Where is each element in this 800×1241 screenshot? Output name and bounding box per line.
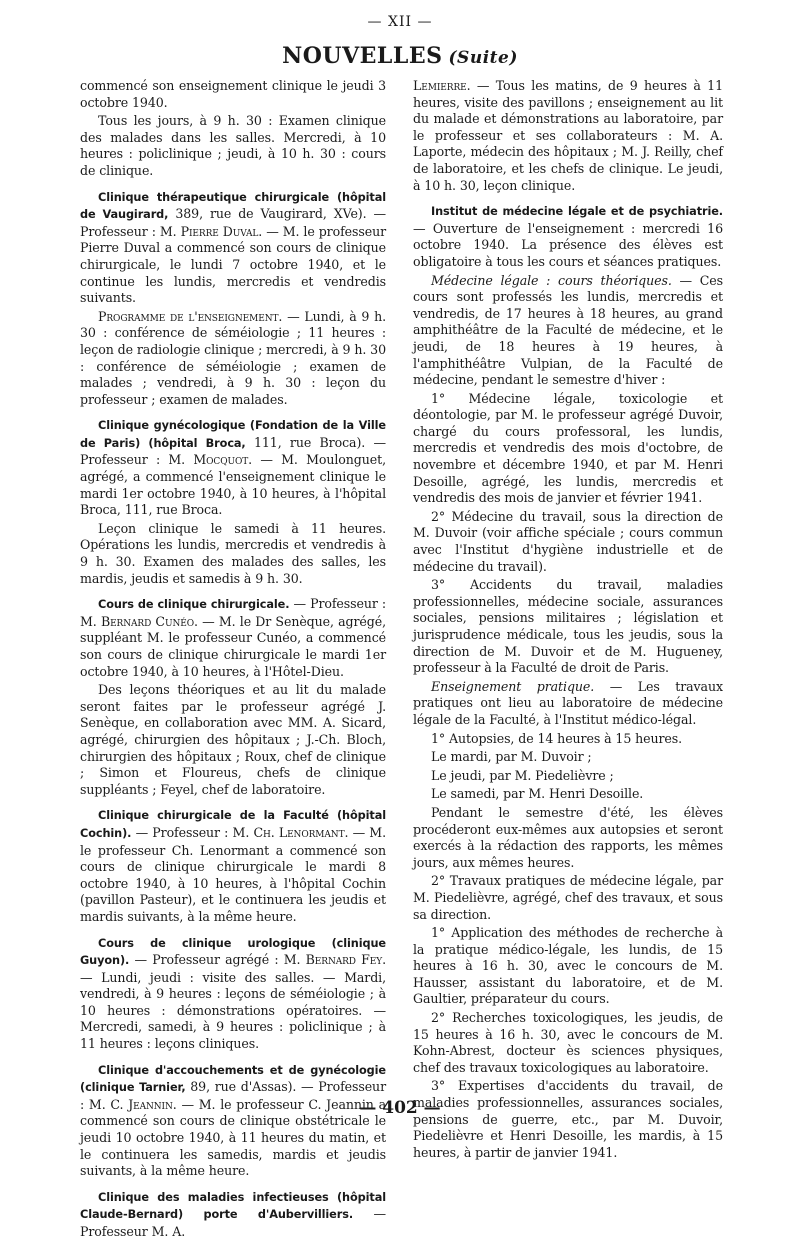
paragraph: Des leçons théoriques et au lit du malade seront faites par le professeur agrégé J. Senèque, en collaboration avec MM. A. Sicard, agrégé, chirurgien des hôpitaux ; J.-Ch. Bloch, chirurgien des hôpitaux ; Roux, chef de clinique ; Simon et Floureus, chefs de clinique suppléants ; Feyel, chef de laboratoire.: [80, 682, 386, 797]
paragraph: 3° Accidents du travail, maladies professionnelles, médecine sociale, assurances sociales, pensions militaires ; législation et jurisprudence médicale, tous les jeudis, sous la direction de M. Duvoir et de M. Hugueney, professeur à la Faculté de droit de Paris.: [413, 577, 723, 676]
section-heading: Clinique d'accouchements et de gynécologie (clinique Tarnier,: [80, 1063, 386, 1095]
section-text: . — M. le Dr Senèque, agrégé, suppléant M. le professeur Cunéo, a commencé son cours de clinique chirurgicale le mardi 1er octobre 1940, à 10 heures, à l'Hôtel-Dieu.: [80, 613, 386, 679]
section-text: — Professeur M. A.: [80, 1206, 386, 1239]
section-clinique-cochin: [80, 807, 386, 925]
paragraph: 2° Médecine du travail, sous la direction de M. Duvoir (voir affiche spéciale ; cours commun avec l'Institut d'hygiène industrielle et de médecine du travail).: [413, 508, 723, 574]
section-heading: Clinique chirurgicale de la Faculté (hôpital Cochin).: [80, 809, 386, 840]
professor-name: Ch. Lenormant: [253, 824, 345, 840]
paragraph: Leçon clinique le samedi à 11 heures. Opérations les lundis, mercredis et vendredis à 9 h. 30. Examen des malades des salles, les mardis, jeudis et samedis à 9 h. 30.: [80, 520, 386, 586]
subheading: Programme de l'enseignement: [98, 308, 279, 324]
paragraph: 2° Recherches toxicologiques, les jeudis, de 15 heures à 16 h. 30, avec le concours de M. Kohn-Abrest, docteur ès sciences physiques, chef des travaux toxicologiques au laboratoire.: [413, 1010, 723, 1075]
left-column: [80, 78, 387, 1239]
section-clinique-chirurgicale: [80, 596, 386, 680]
section-text: — Professeur agrégé : M.: [129, 952, 306, 968]
paragraph: 1° Application des méthodes de recherche à la pratique médico-légale, les lundis, de 15 heures à 16 h. 30, avec le concours de M. Hausser, assistant du laboratoire, et de M. Gaultier, préparateur du cours.: [413, 925, 723, 1007]
section-text: . — Lundi, à 9 h. 30 : conférence de séméiologie ; 11 heures : leçon de radiologie clinique ; mercredi, à 9 h. 30 : conférence de séméiologie ; examen de malades ; vendredi, à 9 h. 30 : leçon du professeur ; examen de malades.: [80, 308, 386, 407]
professor-name: Pierre Duval: [180, 223, 259, 239]
page-footer-number: — 402 —: [359, 1098, 441, 1118]
paragraph: 1° Médecine légale, toxicologie et déontologie, par M. le professeur agrégé Duvoir, chargé du cours professoral, les lundis, mercredis et vendredis des mois d'octobre, de novembre et décembre 1940, et par M. Henri Desoille, agrégé, les lundis, mercredis et vendredis des mois de janvier et février 1941.: [413, 390, 723, 506]
paragraph: Le samedi, par M. Henri Desoille.: [431, 786, 644, 802]
professor-name: Mocquot: [193, 452, 249, 468]
section-text: . — M. le professeur Ch. Lenormant a commencé son cours de clinique chirurgicale le mardi 8 octobre 1940, à 10 heures, à l'hôpital Cochin (pavillon Pasteur), et le continuera les jeudis et mardis suivants, à la même heure.: [80, 824, 387, 924]
section-clinique-therapeutique: [80, 189, 386, 307]
page-header-number: — XII —: [367, 14, 433, 30]
section-text: — Professeur : M.: [80, 596, 386, 629]
paragraph: commencé son enseignement clinique le jeudi 3 octobre 1940.: [80, 78, 386, 110]
section-clinique-gynecologique: [80, 417, 386, 519]
section-text: 89, rue d'Assas). — Professeur : M. C.: [80, 1079, 386, 1112]
section-text: . — M. Moulonguet, agrégé, a commencé l'enseignement clinique le mardi 1er octobre 1940, à 10 heures, à l'hôpital Broca, 111, rue Broca.: [80, 452, 386, 518]
paragraph: [413, 78, 723, 194]
subheading: Médecine légale : cours théoriques.: [431, 272, 672, 288]
page-title: [0, 43, 800, 69]
paragraph: Tous les jours, à 9 h. 30 : Examen clinique des malades dans les salles. Mercredi, à 10 heures : policlinique ; jeudi, à 10 h. 30 : cours de clinique.: [80, 113, 386, 178]
section-text: . — M. le professeur Pierre Duval a commencé son cours de clinique chirurgicale, le lundi 7 octobre 1940, et le continue les lundis, mercredis et vendredis suivants.: [80, 223, 386, 306]
paragraph: [413, 679, 723, 729]
right-column: [413, 78, 723, 1160]
section-heading: Clinique thérapeutique chirurgicale (hôpital de Vaugirard,: [80, 190, 386, 222]
paragraph: [80, 309, 386, 409]
subheading: Enseignement pratique.: [431, 678, 595, 694]
paragraph: Le mardi, par M. Duvoir ;: [431, 749, 592, 765]
section-heading: Clinique gynécologique (Fondation de la Ville de Paris) (hôpital Broca,: [80, 419, 386, 450]
paragraph: 1° Autopsies, de 14 heures à 15 heures.: [431, 730, 683, 746]
section-text: 111, rue Broca). — Professeur : M.: [80, 434, 386, 468]
section-institut-medecine-legale: [413, 203, 723, 270]
section-text: . — Tous les matins, de 9 heures à 11 heures, visite des pavillons ; enseignement au lit du malade et démonstrations au laboratoire, par le professeur et ses collaborateurs : M. A. Laporte, médecin des hôpitaux ; M. J. Reilly, chef de laboratoire, et les chefs de clinique. Le jeudi, à 10 h. 30, leçon clinique.: [413, 78, 723, 193]
title-suffix: (Suite): [448, 48, 518, 68]
section-heading: Clinique des maladies infectieuses (hôpital Claude-Bernard) porte d'Aubervilliers.: [80, 1190, 386, 1222]
section-text: — Professeur : M.: [131, 824, 254, 840]
paragraph: 2° Travaux pratiques de médecine légale, par M. Piedelièvre, agrégé, chef des travaux, et sous sa direction.: [413, 873, 723, 922]
paragraph: Le jeudi, par M. Piedelièvre ;: [431, 767, 614, 783]
section-text: — Les travaux pratiques ont lieu au laboratoire de médecine légale de la Faculté, à l'Institut médico-légal.: [413, 678, 723, 727]
professor-name: Bernard Fey: [305, 952, 383, 968]
section-clinique-accouchements: [80, 1062, 386, 1180]
section-text: 389, rue de Vaugirard, XVe). — Professeur : M.: [80, 206, 387, 239]
section-text: — Ces cours sont professés les lundis, mercredis et vendredis, de 17 heures à 18 heures, au grand amphithéâtre de la Faculté de médecine, et le jeudi, de 18 heures à 19 heures, à l'amphithéâtre Vulpian, de la Faculté de médecine, pendant le semestre d'hiver :: [413, 272, 723, 388]
section-clinique-maladies-infectieuses: [80, 1189, 386, 1241]
section-clinique-urologique: [80, 935, 386, 1053]
title-text: NOUVELLES: [282, 43, 443, 69]
professor-name: Jeannin: [128, 1096, 173, 1112]
paragraph: Pendant le semestre d'été, les élèves procéderont eux-mêmes aux autopsies et seront exercés à la rédaction des rapports, les mêmes jours, aux mêmes heures.: [413, 804, 723, 870]
section-text: . — Lundi, jeudi : visite des salles. — Mardi, vendredi, à 9 heures : leçons de séméiologie ; à 10 heures : démonstrations opératoires. — Mercredi, samedi, à 9 heures : policlinique ; à 11 heures : leçons cliniques.: [80, 952, 386, 1052]
professor-name: Lemierre: [413, 78, 467, 93]
section-text: . — M. le professeur C. Jeannin a commencé son cours de clinique obstétricale le jeudi 10 octobre 1940, à 11 heures du matin, et le continuera les samedis, mardis et jeudis suivants, à la même heure.: [80, 1096, 386, 1179]
paragraph: 3° Expertises d'accidents du travail, de maladies professionnelles, assurances sociales, pensions de guerre, etc., par M. Duvoir, Piedelièvre et Henri Desoille, les mardis, à 15 heures, à partir de janvier 1941.: [413, 1078, 723, 1160]
section-heading: Cours de clinique chirurgicale.: [98, 598, 290, 612]
section-heading: Institut de médecine légale et de psychiatrie.: [431, 205, 723, 219]
section-text: — Ouverture de l'enseignement : mercredi 16 octobre 1940. La présence des élèves est obligatoire à tous les cours et séances pratiques.: [413, 220, 723, 269]
professor-name: Bernard Cunéo: [100, 613, 194, 629]
paragraph: [413, 273, 723, 389]
section-heading: Cours de clinique urologique (clinique Guyon).: [80, 936, 386, 968]
